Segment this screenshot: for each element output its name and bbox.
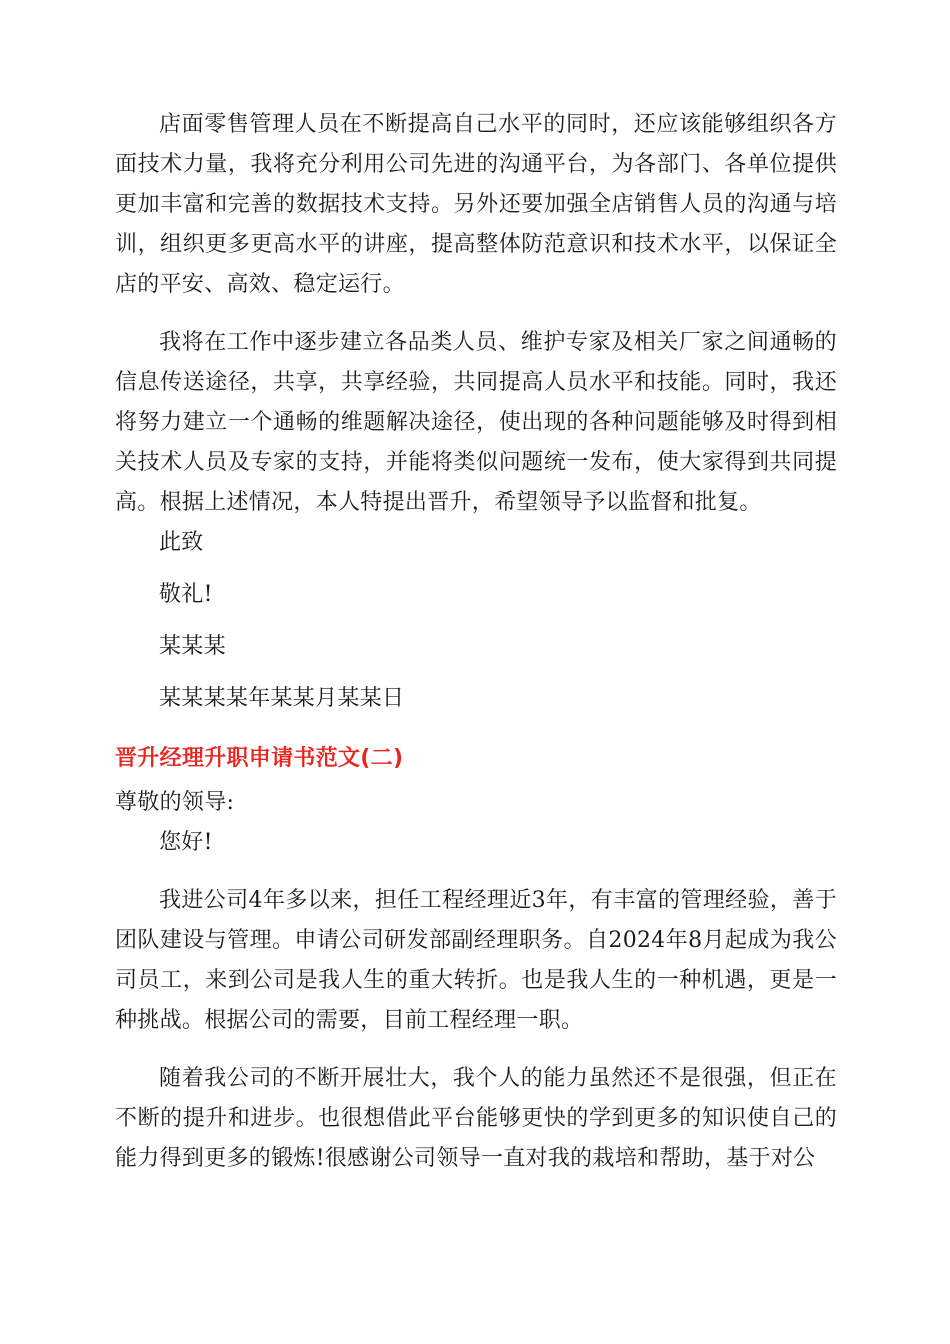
greeting: 您好! [159, 830, 213, 855]
body-paragraph: 我将在工作中逐步建立各品类人员、维护专家及相关厂家之间通畅的信息传送途径，共享，共享经验，共同提高人员水平和技能。同时，我还将努力建立一个通畅的维题解决途径，使出现的各种问题能够及时得到相关技术人员及专家的支持，并能将类似问题统一发布，使大家得到共同提高。根据上述情况，本人特提出晋升，希望领导予以监督和批复。 [115, 330, 837, 515]
body-paragraph: 随着我公司的不断开展壮大，我个人的能力虽然还不是很强，但正在不断的提升和进步。也很想借此平台能够更快的学到更多的知识使自己的能力得到更多的锻炼!很感谢公司领导一直对我的栽培和帮助，基于对公 [115, 1066, 837, 1171]
body-paragraph: 店面零售管理人员在不断提高自己水平的同时，还应该能够组织各方面技术力量，我将充分利用公司先进的沟通平台，为各部门、各单位提供更加丰富和完善的数据技术支持。另外还要加强全店销售人员的沟通与培训，组织更多更高水平的讲座，提高整体防范意识和技术水平，以保证全店的平安、高效、稳定运行。 [115, 112, 837, 297]
closing-line: 此致 [159, 530, 204, 555]
body-paragraph: 我进公司4年多以来，担任工程经理近3年，有丰富的管理经验，善于团队建设与管理。申请公司研发部副经理职务。自2024年8月起成为我公司员工，来到公司是我人生的重大转折。也是我人生的一种机遇，更是一种挑战。根据公司的需要，目前工程经理一职。 [115, 888, 837, 1033]
document-body [115, 105, 837, 1179]
signature: 某某某 [159, 634, 226, 659]
date-line: 某某某某年某某月某某日 [159, 686, 405, 711]
salutation: 尊敬的领导: [115, 790, 235, 815]
closing-line: 敬礼! [159, 582, 213, 607]
section-heading: 晋升经理升职申请书范文(二) [115, 746, 404, 771]
